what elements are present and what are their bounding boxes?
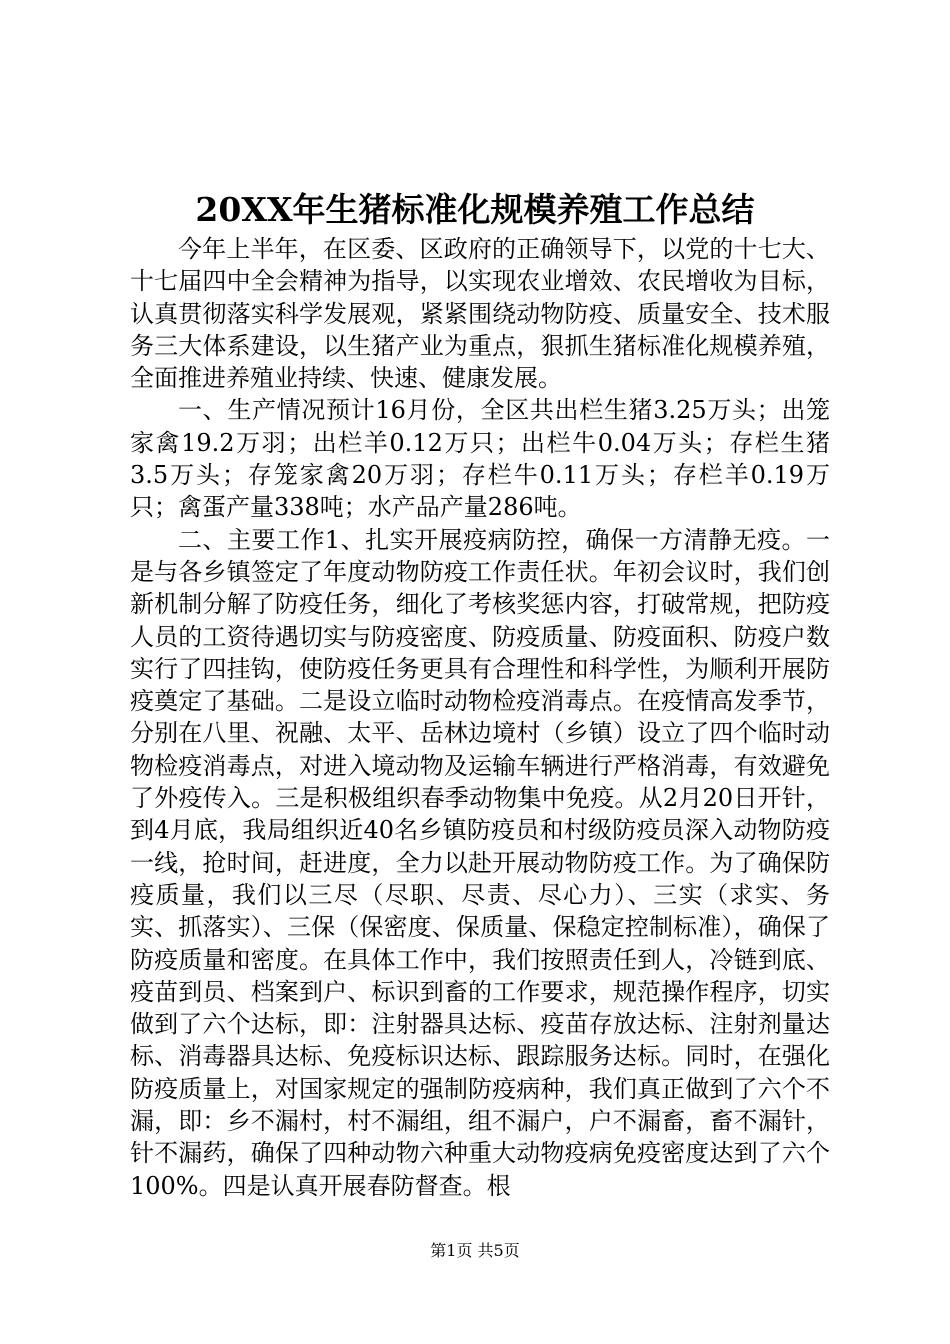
paragraph-main-work: 二、主要工作1、扎实开展疫病防控，确保一方清静无疫。一是与各乡镇签定了年度动物防疫工作责任状。年初会议时，我们创新机制分解了防疫任务，细化了考核奖惩内容，打破常规，把防疫人员的工资待遇切实与防疫密度、防疫质量、防疫面积、防疫户数实行了四挂钩，使防疫任务更具有合理性和科学性，为顺利开展防疫奠定了基础。二是设立临时动物检疫消毒点。在疫情高发季节，分别在八里、祝融、太平、岳林边境村（乡镇）设立了四个临时动物检疫消毒点，对进入境动物及运输车辆进行严格消毒，有效避免了外疫传入。三是积极组织春季动物集中免疫。从2月20日开针，到4月底，我局组织近40名乡镇防疫员和村级防疫员深入动物防疫一线，抢时间，赶进度，全力以赴开展动物防疫工作。为了确保防疫质量，我们以三尽（尽职、尽责、尽心力）、三实（求实、务实、抓落实）、三保（保密度、保质量、保稳定控制标准），确保了防疫质量和密度。在具体工作中，我们按照责任到人，冷链到底、疫苗到员、档案到户、标识到畜的工作要求，规范操作程序，切实做到了六个达标，即：注射器具达标、疫苗存放达标、注射剂量达标、消毒器具达标、免疫标识达标、跟踪服务达标。同时，在强化防疫质量上，对国家规定的强制防疫病种，我们真正做到了六个不漏，即：乡不漏村，村不漏组，组不漏户，户不漏畜，畜不漏针，针不漏药，确保了四种动物六种重大动物疫病免疫密度达到了六个100%。四是认真开展春防督查。根 (130, 525, 830, 1200)
document-body (130, 233, 830, 1202)
document-title: 20XX年生猪标准化规模养殖工作总结 (195, 190, 755, 229)
paragraph-intro: 今年上半年，在区委、区政府的正确领导下，以党的十七大、十七届四中全会精神为指导，以实现农业增效、农民增收为目标，认真贯彻落实科学发展观，紧紧围绕动物防疫、质量安全、技术服务三大体系建设，以生猪产业为重点，狠抓生猪标准化规模养殖，全面推进养殖业持续、快速、健康发展。 (130, 235, 830, 393)
page-footer: 第1页 共5页 (430, 1241, 520, 1260)
paragraph-production: 一、生产情况预计16月份，全区共出栏生猪3.25万头；出笼家禽19.2万羽；出栏羊0.12万只；出栏牛0.04万头；存栏生猪3.5万头；存笼家禽20万羽；存栏牛0.11万头；存栏羊0.19万只；禽蛋产量338吨；水产品产量286吨。 (130, 396, 830, 522)
